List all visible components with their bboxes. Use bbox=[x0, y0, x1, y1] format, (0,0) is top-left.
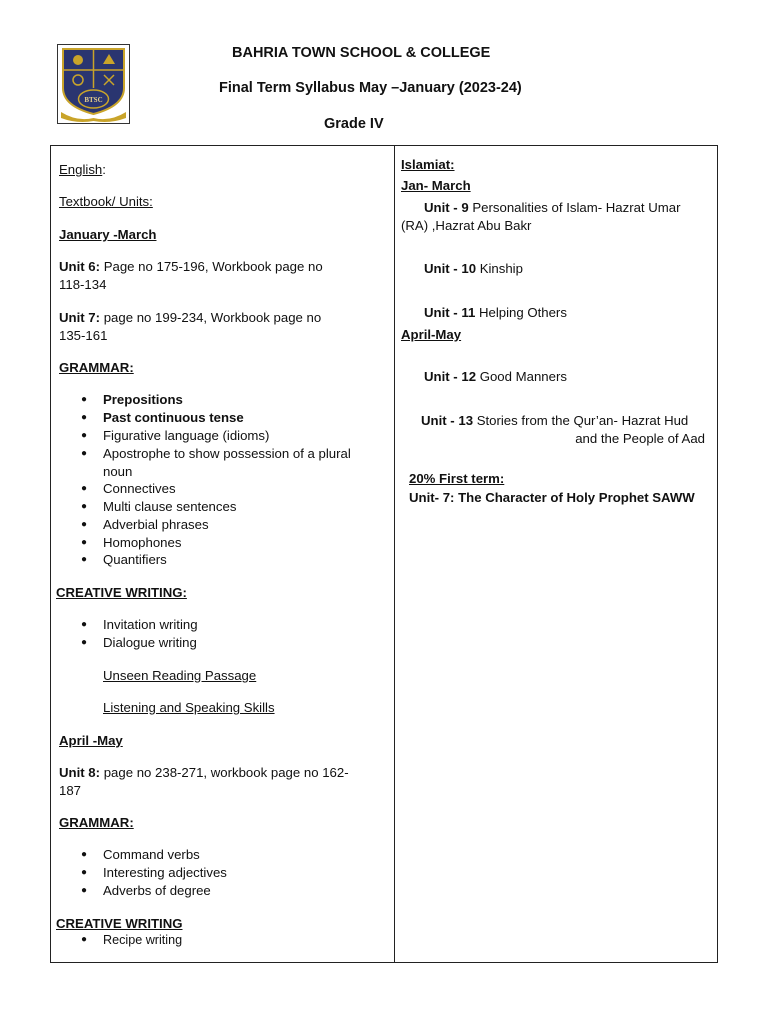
grammar1-item: ● Quantifiers bbox=[103, 551, 167, 569]
grammar2-item: ● Command verbs bbox=[103, 846, 200, 864]
svg-text:BTSC: BTSC bbox=[84, 96, 103, 104]
column-divider bbox=[394, 146, 395, 962]
unit6-line1: Unit 6: Page no 175-196, Workbook page no bbox=[59, 259, 323, 274]
grammar1-item: ● Past continuous tense bbox=[103, 409, 244, 427]
grammar2-item: ● Adverbs of degree bbox=[103, 882, 211, 900]
islamiat-term2: April-May bbox=[401, 327, 462, 342]
grammar1-item: ● Multi clause sentences bbox=[103, 498, 236, 516]
unseen-reading: Unseen Reading Passage bbox=[103, 668, 257, 683]
creative1-heading: CREATIVE WRITING: bbox=[56, 585, 187, 600]
islamiat-unit12: Unit - 12 Good Manners bbox=[424, 369, 567, 384]
creative1-item: ● Dialogue writing bbox=[103, 634, 197, 652]
unit8-line1: Unit 8: page no 238-271, workbook page no 162- bbox=[59, 765, 349, 780]
grammar2-heading: GRAMMAR: bbox=[59, 815, 134, 830]
grammar1-item-continued: noun bbox=[103, 464, 133, 479]
grammar1-item: ● Connectives bbox=[103, 480, 176, 498]
islamiat-unit11: Unit - 11 Helping Others bbox=[424, 305, 567, 320]
unit7-line1: Unit 7: page no 199-234, Workbook page no bbox=[59, 310, 322, 325]
first-term-unit: Unit- 7: The Character of Holy Prophet SAWW bbox=[409, 490, 695, 505]
grammar2-item: ● Interesting adjectives bbox=[103, 864, 227, 882]
islamiat-unit9-line1: Unit - 9 Personalities of Islam- Hazrat Umar bbox=[424, 200, 681, 215]
islamiat-unit13-line1: Unit - 13 Stories from the Qur’an- Hazrat Hud bbox=[421, 413, 689, 428]
school-name: BAHRIA TOWN SCHOOL & COLLEGE bbox=[232, 45, 491, 61]
creative2-item: ● Recipe writing bbox=[103, 931, 182, 949]
islamiat-unit10: Unit - 10 Kinship bbox=[424, 261, 523, 276]
grammar1-item: ● Prepositions bbox=[103, 391, 183, 409]
grammar1-item: ● Apostrophe to show possession of a plural bbox=[103, 445, 351, 463]
islamiat-unit9-line2: (RA) ,Hazrat Abu Bakr bbox=[401, 218, 532, 233]
unit7-line2: 135-161 bbox=[59, 328, 108, 343]
listening-speaking: Listening and Speaking Skills bbox=[103, 700, 275, 715]
grade-title: Grade IV bbox=[324, 116, 384, 132]
syllabus-title: Final Term Syllabus May –January (2023-24) bbox=[219, 80, 522, 96]
term1-label: January -March bbox=[59, 227, 157, 242]
unit6-line2: 118-134 bbox=[59, 277, 107, 292]
creative1-item: ● Invitation writing bbox=[103, 616, 198, 634]
grammar1-item: ● Adverbial phrases bbox=[103, 516, 209, 534]
first-term-heading: 20% First term: bbox=[409, 471, 505, 486]
term2-label: April -May bbox=[59, 733, 123, 748]
unit8-line2: 187 bbox=[59, 783, 82, 798]
creative2-heading: CREATIVE WRITING bbox=[56, 916, 183, 931]
school-logo bbox=[57, 44, 130, 124]
syllabus-table bbox=[50, 145, 718, 963]
grammar1-item: ● Figurative language (idioms) bbox=[103, 427, 269, 445]
grammar1-heading: GRAMMAR: bbox=[59, 360, 134, 375]
islamiat-heading: Islamiat: bbox=[401, 157, 455, 172]
islamiat-term1: Jan- March bbox=[401, 178, 471, 193]
english-heading: English: bbox=[59, 162, 106, 177]
grammar1-item: ● Homophones bbox=[103, 534, 181, 552]
textbook-label: Textbook/ Units: bbox=[59, 194, 153, 209]
islamiat-unit13-line2: and the People of Aad bbox=[575, 431, 705, 446]
